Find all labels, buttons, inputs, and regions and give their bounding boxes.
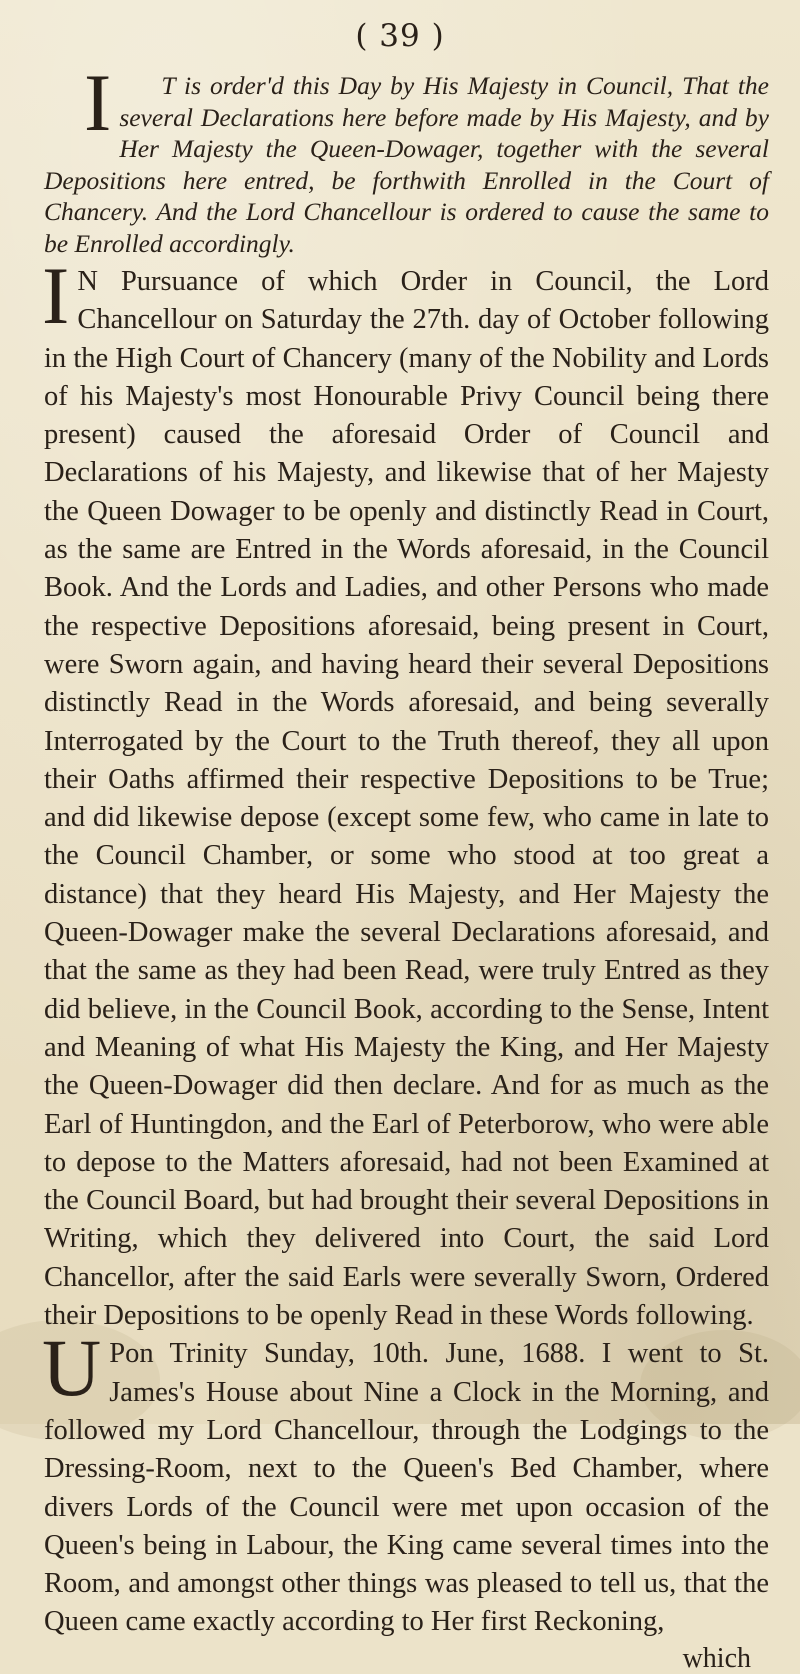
drop-cap: U — [42, 1322, 102, 1414]
catchword: which — [682, 1642, 751, 1674]
pursuance-text: N Pursuance of which Order in Council, the Lord Chancellour on Saturday the 27th. day of October following in the High Court of Chancery (many of the Nobility and Lords of his Majesty's most Honourable Privy Council being there present) caused the aforesaid Order of Council and Declarations of his Majesty, and likewise that of her Majesty the Queen Dowager to be openly and distinctly Read in Court, as the same are Entred in the Words aforesaid, in the Council Book. And the Lords and Ladies, and other Persons who made the respective Depositions aforesaid, being present in Court, were Sworn again, and having heard their several Depositions distinctly Read in the Words aforesaid, and being severally Interrogated by the Court to the Truth thereof, they all upon their Oaths affirmed their respective Depositions to be True; and did likewise depose (except some few, who came in late to the Council Chamber, or some who stood at too great a distance) that they heard His Majesty, and Her Majesty the Queen-Dowager make the several Declarations aforesaid, and that the same as they had been Read, were truly Entred as they did believe, in the Council Book, according to the Sense, Intent and Meaning of what His Majesty the King, and Her Majesty the Queen-Dowager did then declare. And for as much as the Earl of Huntingdon, and the Earl of Peterborow, who were able to depose to the Matters aforesaid, had not been Examined at the Council Board, but had brought their several Depositions in Writing, which they delivered into Court, the said Lord Chancellor, after the said Earls were severally Sworn, Ordered their Depositions to be openly Read in these Words following. — [44, 266, 769, 1332]
drop-cap: I — [42, 250, 70, 341]
page-content — [42, 57, 769, 1674]
pursuance-paragraph — [42, 250, 769, 1335]
council-order-paragraph — [44, 57, 769, 259]
deposition-paragraph — [42, 1322, 769, 1641]
council-order-text: T is order'd this Day by His Majesty in Council, That the several Declarations here before made by His Majesty, and by Her Majesty the Queen-Dowager, together with the several Depositions here entred, be forthwith Enrolled in the Court of Chancery. And the Lord Chancellour is ordered to cause the same to be Enrolled accordingly. — [44, 71, 769, 258]
deposition-text: Pon Trinity Sunday, 10th. June, 1688. I went to St. James's House about Nine a Clock in the Morning, and followed my Lord Chancellour, through the Lodgings to the Dressing-Room, next to the Queen's Bed Chamber, where divers Lords of the Council were met upon occasion of the Queen's being in Labour, the King came several times into the Room, and amongst other things was pleased to tell us, that the Queen came exactly according to Her first Reckoning, — [44, 1338, 769, 1638]
drop-cap: I — [84, 57, 112, 148]
page-number: ( 39 ) — [355, 18, 445, 54]
